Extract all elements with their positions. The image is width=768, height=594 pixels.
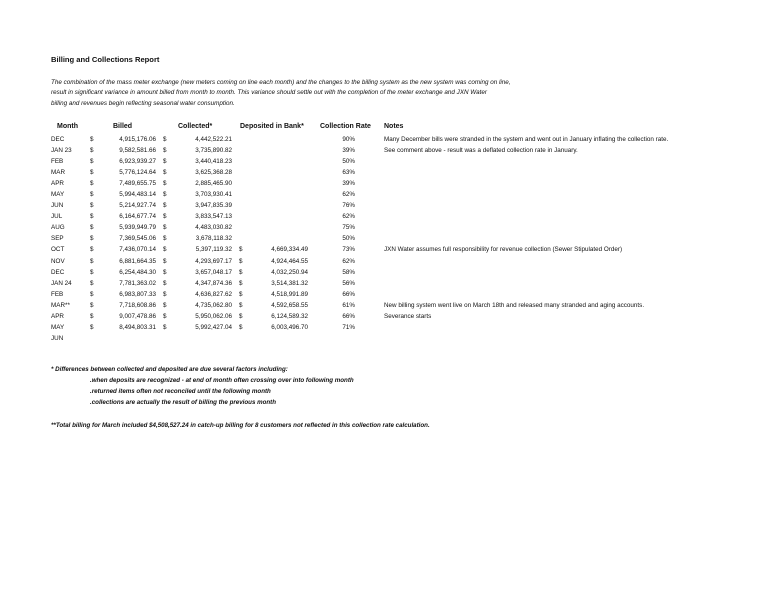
- dollar-sign: $: [239, 268, 243, 276]
- cell-deposited: 4,032,250.94: [271, 268, 308, 276]
- cell-collected: 3,833,547.13: [195, 213, 232, 221]
- cell-collected: 4,293,697.17: [195, 257, 232, 265]
- dollar-sign: $: [90, 290, 94, 298]
- cell-collection-rate: 56%: [342, 279, 355, 287]
- cell-month: JUN: [51, 334, 64, 342]
- header-deposited: Deposited in Bank*: [240, 123, 304, 130]
- cell-billed: 7,781,363.02: [119, 279, 156, 287]
- dollar-sign: $: [163, 169, 167, 177]
- header-collection-rate: Collection Rate: [320, 123, 371, 130]
- cell-collected: 4,347,874.36: [195, 279, 232, 287]
- cell-month: DEC: [51, 268, 65, 276]
- cell-month: MAY: [51, 323, 65, 331]
- cell-deposited: 4,924,464.55: [271, 257, 308, 265]
- cell-billed: 5,214,927.74: [119, 202, 156, 210]
- cell-deposited: 6,003,496.70: [271, 323, 308, 331]
- cell-billed: 6,254,484.30: [119, 268, 156, 276]
- dollar-sign: $: [163, 268, 167, 276]
- dollar-sign: $: [163, 213, 167, 221]
- dollar-sign: $: [239, 323, 243, 331]
- dollar-sign: $: [163, 191, 167, 199]
- cell-collected: 3,678,118.32: [195, 235, 232, 243]
- table-row: [0, 145, 768, 156]
- intro-line: billing and revenues begin reflecting seasonal water consumption.: [51, 99, 235, 107]
- footnote-march-billing: **Total billing for March included $4,508,527.24 in catch-up billing for 8 customers not reflected in this collection rate calculation.: [51, 422, 430, 429]
- cell-note: Many December bills were stranded in the system and went out in January inflating the collection rate.: [384, 136, 669, 143]
- table-row: [0, 200, 768, 211]
- table-row: [0, 233, 768, 244]
- cell-collected: 4,483,030.82: [195, 224, 232, 232]
- dollar-sign: $: [163, 323, 167, 331]
- dollar-sign: $: [239, 257, 243, 265]
- dollar-sign: $: [239, 290, 243, 298]
- cell-billed: 9,582,581.66: [119, 147, 156, 155]
- cell-collected: 5,992,427.04: [195, 323, 232, 331]
- cell-note: See comment above - result was a deflated collection rate in January.: [384, 147, 578, 155]
- dollar-sign: $: [90, 180, 94, 188]
- cell-deposited: 6,124,589.32: [271, 312, 308, 320]
- dollar-sign: $: [90, 147, 94, 155]
- table-row: [0, 211, 768, 222]
- dollar-sign: $: [90, 246, 94, 254]
- table-row: [0, 278, 768, 289]
- cell-month: SEP: [51, 235, 64, 243]
- dollar-sign: $: [163, 224, 167, 232]
- dollar-sign: $: [90, 312, 94, 320]
- dollar-sign: $: [90, 191, 94, 199]
- cell-note: JXN Water assumes full responsibility for revenue collection (Sewer Stipulated Order): [384, 246, 623, 254]
- header-month: Month: [57, 123, 78, 130]
- cell-month: MAR**: [51, 301, 70, 309]
- cell-month: JAN 23: [51, 147, 72, 155]
- cell-billed: 8,494,803.31: [119, 323, 156, 331]
- dollar-sign: $: [163, 235, 167, 243]
- dollar-sign: $: [90, 224, 94, 232]
- cell-collection-rate: 66%: [342, 290, 355, 298]
- intro-line: result in significant variance in amount billed from month to month. This variance should settle out with the completion of the meter exchange and JXN Water: [51, 89, 487, 97]
- cell-billed: 4,915,176.06: [119, 136, 156, 143]
- dollar-sign: $: [163, 202, 167, 210]
- cell-note: Severance starts: [384, 312, 432, 320]
- cell-month: NOV: [51, 257, 65, 265]
- dollar-sign: $: [90, 323, 94, 331]
- table-row: [0, 289, 768, 300]
- dollar-sign: $: [90, 301, 94, 309]
- cell-month: FEB: [51, 158, 64, 166]
- cell-billed: 9,007,478.86: [119, 312, 156, 320]
- cell-month: MAR: [51, 169, 65, 177]
- cell-month: OCT: [51, 246, 65, 254]
- report-intro: [51, 78, 611, 109]
- table-row: [0, 222, 768, 233]
- cell-month: AUG: [51, 224, 65, 232]
- cell-collection-rate: 75%: [342, 224, 355, 232]
- cell-collection-rate: 39%: [342, 147, 355, 155]
- dollar-sign: $: [163, 180, 167, 188]
- cell-billed: 7,369,545.06: [119, 235, 156, 243]
- dollar-sign: $: [239, 312, 243, 320]
- table-row: [0, 267, 768, 278]
- cell-collected: 3,440,418.23: [195, 158, 232, 166]
- dollar-sign: $: [163, 136, 167, 143]
- table-row: [0, 244, 768, 255]
- cell-note: New billing system went live on March 18th and released many stranded and aging accounts.: [384, 301, 645, 309]
- dollar-sign: $: [163, 279, 167, 287]
- table-row: [0, 311, 768, 322]
- cell-billed: 5,994,483.14: [119, 191, 156, 199]
- cell-collection-rate: 58%: [342, 268, 355, 276]
- header-billed: Billed: [113, 123, 133, 130]
- cell-month: FEB: [51, 290, 64, 298]
- report-title: Billing and Collections Report: [51, 55, 160, 64]
- dollar-sign: $: [163, 158, 167, 166]
- cell-collection-rate: 62%: [342, 213, 355, 221]
- cell-month: MAY: [51, 191, 65, 199]
- cell-month: JUN: [51, 202, 64, 210]
- cell-collection-rate: 50%: [342, 235, 355, 243]
- table-row: [0, 189, 768, 200]
- table-row: [0, 178, 768, 189]
- dollar-sign: $: [163, 312, 167, 320]
- cell-billed: 6,983,807.33: [119, 290, 156, 298]
- cell-billed: 7,718,608.86: [119, 301, 156, 309]
- footnote-deposits-lead: * Differences between collected and deposited are due several factors including:: [51, 366, 288, 373]
- dollar-sign: $: [90, 136, 94, 143]
- cell-collection-rate: 39%: [342, 180, 355, 188]
- cell-collected: 3,947,835.39: [195, 202, 232, 210]
- footnote-item: .when deposits are recognized - at end of month often crossing over into following month: [90, 377, 354, 384]
- table-row: [0, 322, 768, 333]
- footnote-item: .returned items often not reconciled until the following month: [90, 388, 271, 395]
- cell-collected: 3,703,930.41: [195, 191, 232, 199]
- table-row: [0, 300, 768, 311]
- cell-month: APR: [51, 180, 64, 188]
- cell-billed: 7,489,655.75: [119, 180, 156, 188]
- dollar-sign: $: [90, 257, 94, 265]
- table-row: [0, 333, 768, 344]
- dollar-sign: $: [163, 290, 167, 298]
- cell-collection-rate: 71%: [342, 323, 355, 331]
- cell-month: APR: [51, 312, 64, 320]
- cell-collection-rate: 50%: [342, 158, 355, 166]
- cell-collection-rate: 90%: [342, 136, 355, 143]
- cell-collection-rate: 76%: [342, 202, 355, 210]
- table-row: [0, 256, 768, 267]
- cell-collected: 4,442,522.21: [195, 136, 232, 143]
- header-collected: Collected*: [178, 123, 213, 130]
- cell-billed: 6,881,664.35: [119, 257, 156, 265]
- cell-collection-rate: 62%: [342, 257, 355, 265]
- cell-collected: 4,735,062.80: [195, 301, 232, 309]
- cell-collected: 5,397,119.32: [195, 246, 232, 254]
- cell-month: DEC: [51, 136, 65, 143]
- cell-deposited: 4,669,334.49: [271, 246, 308, 254]
- billing-table: [0, 134, 768, 344]
- dollar-sign: $: [90, 279, 94, 287]
- cell-month: JAN 24: [51, 279, 72, 287]
- dollar-sign: $: [163, 301, 167, 309]
- cell-collection-rate: 62%: [342, 191, 355, 199]
- dollar-sign: $: [90, 268, 94, 276]
- cell-collected: 2,885,465.90: [195, 180, 232, 188]
- cell-billed: 7,436,070.14: [119, 246, 156, 254]
- cell-collected: 3,735,890.82: [195, 147, 232, 155]
- cell-collection-rate: 73%: [342, 246, 355, 254]
- dollar-sign: $: [163, 147, 167, 155]
- cell-collected: 4,636,827.62: [195, 290, 232, 298]
- cell-collection-rate: 61%: [342, 301, 355, 309]
- dollar-sign: $: [90, 213, 94, 221]
- table-row: [0, 167, 768, 178]
- cell-billed: 6,164,677.74: [119, 213, 156, 221]
- cell-billed: 6,923,939.27: [119, 158, 156, 166]
- cell-collected: 3,657,048.17: [195, 268, 232, 276]
- cell-billed: 5,776,124.64: [119, 169, 156, 177]
- cell-collection-rate: 63%: [342, 169, 355, 177]
- dollar-sign: $: [90, 202, 94, 210]
- cell-month: JUL: [51, 213, 63, 221]
- dollar-sign: $: [239, 246, 243, 254]
- cell-collection-rate: 66%: [342, 312, 355, 320]
- cell-collected: 3,625,368.28: [195, 169, 232, 177]
- cell-collected: 5,950,062.06: [195, 312, 232, 320]
- dollar-sign: $: [239, 301, 243, 309]
- dollar-sign: $: [163, 257, 167, 265]
- cell-deposited: 4,592,658.55: [271, 301, 308, 309]
- cell-deposited: 4,518,991.89: [271, 290, 308, 298]
- dollar-sign: $: [90, 169, 94, 177]
- table-row: [0, 156, 768, 167]
- dollar-sign: $: [90, 235, 94, 243]
- cell-billed: 5,939,949.79: [119, 224, 156, 232]
- dollar-sign: $: [239, 279, 243, 287]
- dollar-sign: $: [163, 246, 167, 254]
- cell-deposited: 3,514,381.32: [271, 279, 308, 287]
- header-notes: Notes: [384, 123, 404, 130]
- dollar-sign: $: [90, 158, 94, 166]
- footnote-item: .collections are actually the result of billing the previous month: [90, 399, 277, 406]
- intro-line: The combination of the mass meter exchange (new meters coming on line each month) and the changes to the billing system as the new system was coming on line,: [51, 79, 511, 86]
- table-row: [0, 134, 768, 145]
